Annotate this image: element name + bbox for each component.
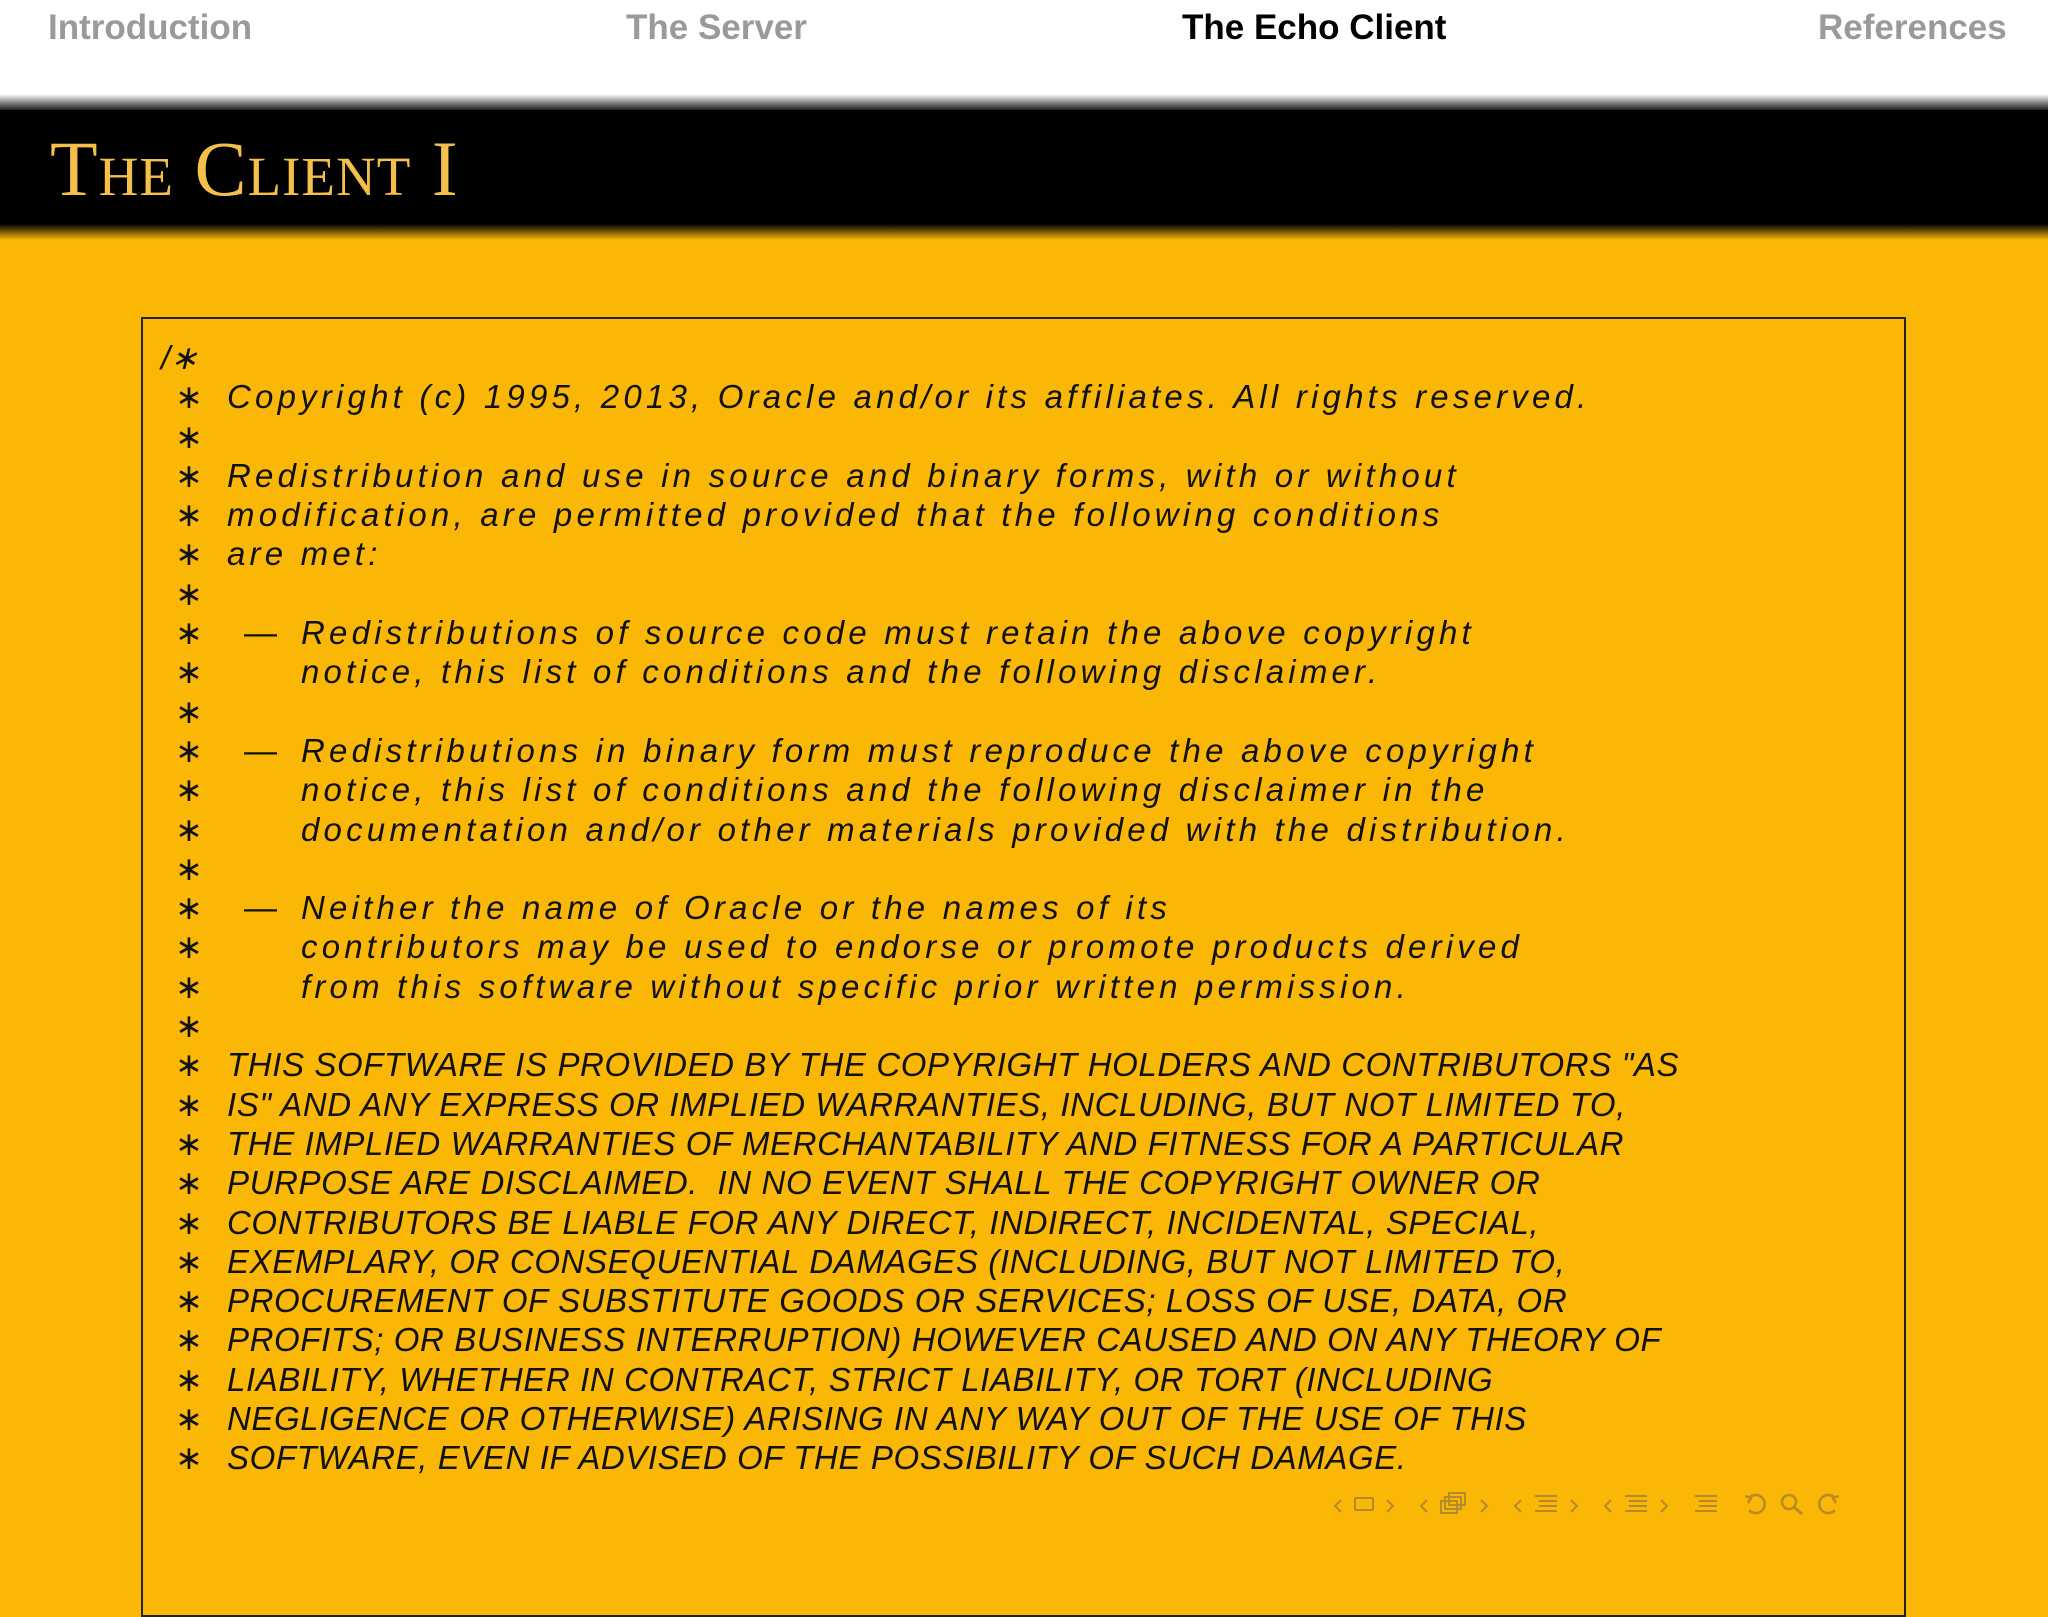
code-line — [161, 731, 1679, 770]
subsection-next-icon[interactable] — [1569, 1495, 1579, 1517]
comment-star: ∗ — [175, 731, 203, 769]
nav-introduction[interactable]: Introduction — [48, 8, 253, 47]
code-line — [161, 1399, 1679, 1438]
list-bullet: — — [244, 889, 277, 927]
nav-the-server[interactable]: The Server — [626, 8, 807, 47]
code-text: LIABILITY, WHETHER IN CONTRACT, STRICT LIABILITY, OR TORT (INCLUDING — [227, 1360, 1494, 1398]
subsection-icon[interactable] — [1533, 1492, 1559, 1520]
code-text: CONTRIBUTORS BE LIABLE FOR ANY DIRECT, INDIRECT, INCIDENTAL, SPECIAL, — [227, 1203, 1540, 1241]
code-text: contributors may be used to endorse or promote products derived — [301, 928, 1524, 966]
comment-star: ∗ — [175, 692, 203, 730]
comment-star: ∗ — [175, 967, 203, 1005]
code-text: THIS SOFTWARE IS PROVIDED BY THE COPYRIGHT HOLDERS AND CONTRIBUTORS "AS — [227, 1046, 1680, 1084]
code-listing — [161, 338, 1679, 1478]
comment-open: /∗ — [161, 339, 198, 376]
comment-star: ∗ — [175, 456, 203, 494]
comment-star: ∗ — [175, 1164, 203, 1202]
frame-prev-icon[interactable] — [1419, 1495, 1429, 1517]
comment-star: ∗ — [175, 1046, 203, 1084]
comment-star: ∗ — [175, 771, 203, 809]
comment-star: ∗ — [175, 496, 203, 534]
slide-prev-icon[interactable] — [1333, 1495, 1343, 1517]
slide-next-icon[interactable] — [1385, 1495, 1395, 1517]
code-line — [161, 1320, 1679, 1359]
code-line — [161, 377, 1679, 416]
comment-star: ∗ — [175, 614, 203, 652]
code-line — [161, 1203, 1679, 1242]
frame-next-icon[interactable] — [1479, 1495, 1489, 1517]
code-line — [161, 1006, 1679, 1045]
section-next-icon[interactable] — [1659, 1495, 1669, 1517]
comment-star: ∗ — [175, 1400, 203, 1438]
comment-star: ∗ — [175, 849, 203, 887]
code-text: NEGLIGENCE OR OTHERWISE) ARISING IN ANY WAY OUT OF THE USE OF THIS — [227, 1400, 1527, 1438]
code-text: Redistributions of source code must retain the above copyright — [301, 614, 1475, 652]
code-line — [161, 1163, 1679, 1202]
comment-star: ∗ — [175, 1439, 203, 1477]
back-icon[interactable] — [1743, 1492, 1769, 1520]
frame-icon[interactable] — [1439, 1492, 1469, 1520]
code-text: PROFITS; OR BUSINESS INTERRUPTION) HOWEVER CAUSED AND ON ANY THEORY OF — [227, 1321, 1662, 1359]
title-shadow — [0, 224, 2048, 240]
section-prev-icon[interactable] — [1603, 1495, 1613, 1517]
list-bullet: — — [244, 731, 277, 769]
comment-star: ∗ — [175, 928, 203, 966]
top-navigation — [0, 0, 2048, 100]
code-line-open — [161, 338, 1679, 377]
code-line — [161, 417, 1679, 456]
code-line — [161, 888, 1679, 927]
code-line — [161, 1242, 1679, 1281]
code-text: Neither the name of Oracle or the names of its — [301, 889, 1172, 927]
code-line — [161, 456, 1679, 495]
code-text: Redistribution and use in source and binary forms, with or without — [227, 456, 1460, 494]
code-text: from this software without specific prior written permission. — [301, 967, 1410, 1005]
code-text: SOFTWARE, EVEN IF ADVISED OF THE POSSIBILITY OF SUCH DAMAGE. — [227, 1439, 1407, 1477]
code-line — [161, 534, 1679, 573]
comment-star: ∗ — [175, 535, 203, 573]
comment-star: ∗ — [175, 1242, 203, 1280]
section-icon[interactable] — [1623, 1492, 1649, 1520]
comment-star: ∗ — [175, 378, 203, 416]
code-line — [161, 1438, 1679, 1477]
code-text: documentation and/or other materials provided with the distribution. — [301, 810, 1570, 848]
code-text: PROCUREMENT OF SUBSTITUTE GOODS OR SERVICES; LOSS OF USE, DATA, OR — [227, 1282, 1568, 1320]
code-text: notice, this list of conditions and the following disclaimer in the — [301, 771, 1489, 809]
code-line — [161, 1085, 1679, 1124]
nav-references[interactable]: References — [1818, 8, 2007, 47]
code-line — [161, 927, 1679, 966]
code-line — [161, 652, 1679, 691]
code-text: modification, are permitted provided that the following conditions — [227, 496, 1444, 534]
code-text: EXEMPLARY, OR CONSEQUENTIAL DAMAGES (INCLUDING, BUT NOT LIMITED TO, — [227, 1242, 1566, 1280]
comment-star: ∗ — [175, 889, 203, 927]
code-line — [161, 1124, 1679, 1163]
slide-icon[interactable] — [1353, 1495, 1375, 1517]
comment-star: ∗ — [175, 1085, 203, 1123]
nav-the-echo-client[interactable]: The Echo Client — [1182, 8, 1447, 47]
subsection-prev-icon[interactable] — [1513, 1495, 1523, 1517]
code-text: THE IMPLIED WARRANTIES OF MERCHANTABILITY AND FITNESS FOR A PARTICULAR — [227, 1124, 1625, 1162]
code-line — [161, 810, 1679, 849]
code-line — [161, 692, 1679, 731]
comment-star: ∗ — [175, 1282, 203, 1320]
code-line — [161, 770, 1679, 809]
code-line — [161, 574, 1679, 613]
comment-star: ∗ — [175, 1203, 203, 1241]
code-text: notice, this list of conditions and the following disclaimer. — [301, 653, 1382, 691]
comment-star: ∗ — [175, 653, 203, 691]
code-line — [161, 613, 1679, 652]
code-line — [161, 1045, 1679, 1084]
beamer-navigation-symbols — [1328, 1488, 1846, 1524]
code-line — [161, 1360, 1679, 1399]
code-text: are met: — [227, 535, 382, 573]
comment-star: ∗ — [175, 417, 203, 455]
code-text: Copyright (c) 1995, 2013, Oracle and/or its affiliates. All rights reserved. — [227, 378, 1591, 416]
comment-star: ∗ — [175, 1007, 203, 1045]
comment-star: ∗ — [175, 810, 203, 848]
code-line — [161, 495, 1679, 534]
comment-star: ∗ — [175, 1321, 203, 1359]
code-text: PURPOSE ARE DISCLAIMED. IN NO EVENT SHALL THE COPYRIGHT OWNER OR — [227, 1164, 1541, 1202]
comment-star: ∗ — [175, 574, 203, 612]
code-line — [161, 967, 1679, 1006]
code-text: Redistributions in binary form must reproduce the above copyright — [301, 731, 1537, 769]
search-icon[interactable] — [1779, 1492, 1805, 1520]
toc-icon[interactable] — [1693, 1492, 1719, 1520]
code-line — [161, 849, 1679, 888]
forward-icon[interactable] — [1815, 1492, 1841, 1520]
comment-star: ∗ — [175, 1124, 203, 1162]
comment-star: ∗ — [175, 1360, 203, 1398]
code-text: IS" AND ANY EXPRESS OR IMPLIED WARRANTIES, INCLUDING, BUT NOT LIMITED TO, — [227, 1085, 1626, 1123]
code-line — [161, 1281, 1679, 1320]
list-bullet: — — [244, 614, 277, 652]
frame-title: The Client I — [50, 125, 459, 212]
